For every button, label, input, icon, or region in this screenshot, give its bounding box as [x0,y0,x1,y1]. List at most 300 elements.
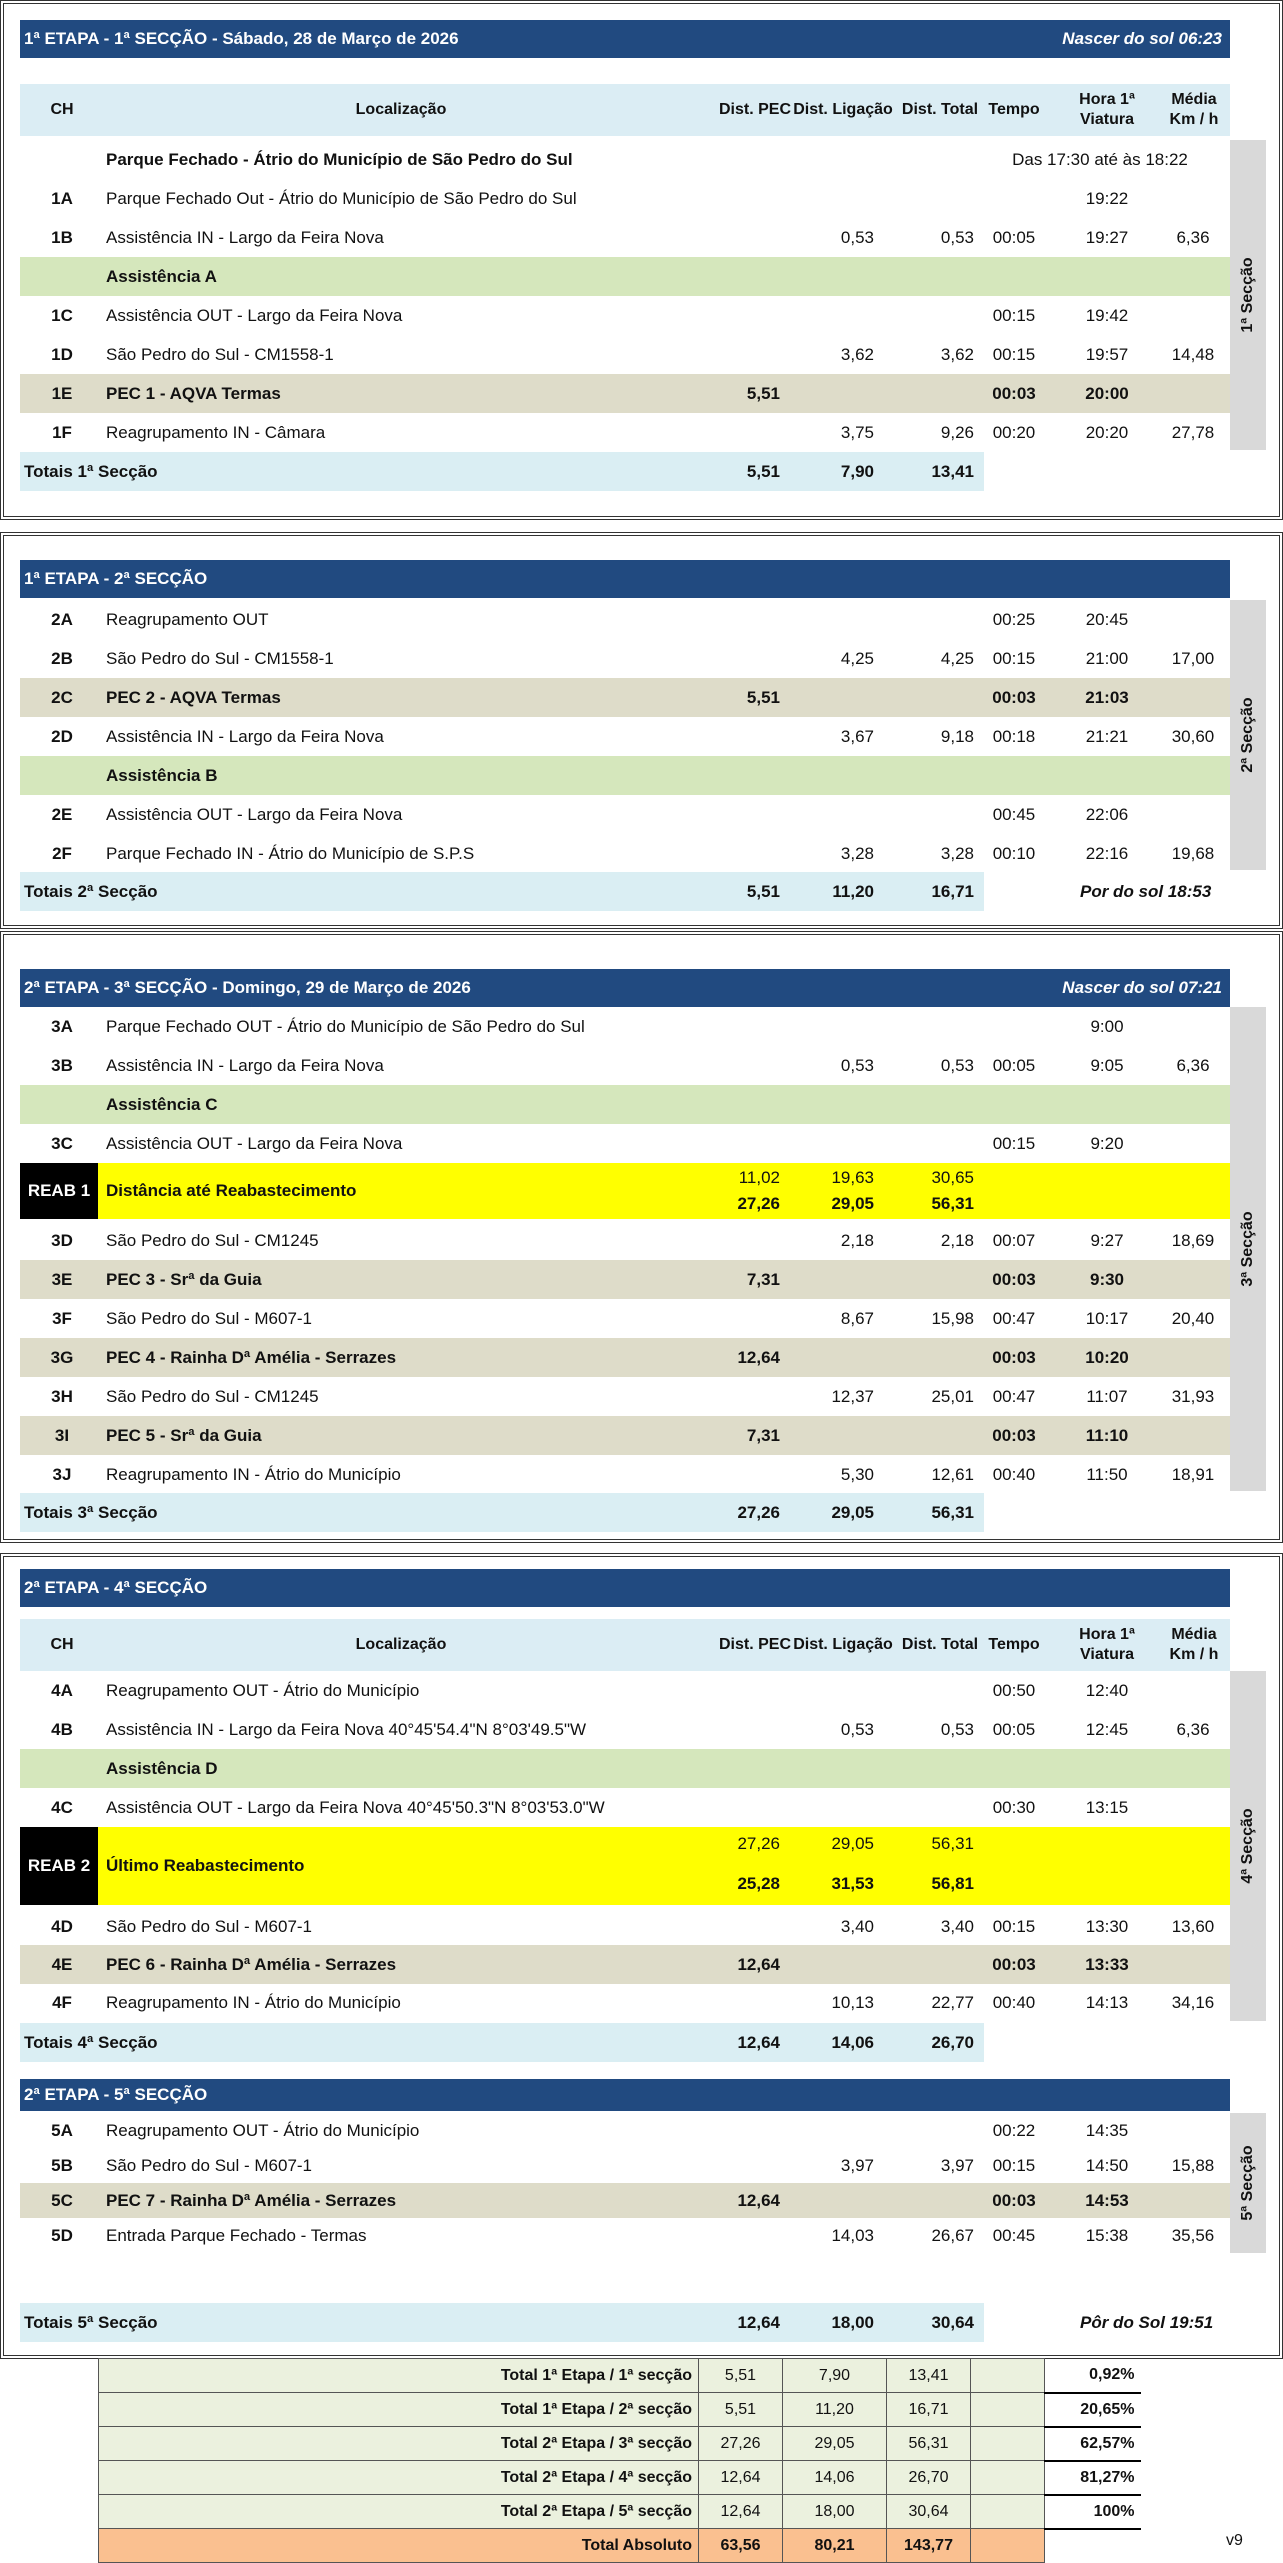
dist-ligacao: 3,75 [840,423,874,442]
dist-ligacao: 3,97 [840,2156,874,2175]
avg-speed: 19,68 [1171,844,1215,863]
time: 00:03 [992,1348,1036,1367]
dist-pec: 5,51 [746,384,780,403]
checkpoint-code: 4D [51,1917,73,1936]
time: 00:05 [992,1720,1036,1739]
location: Reagrupamento IN - Átrio do Município [106,1465,401,1484]
first-car-time: 10:17 [1085,1309,1129,1328]
location: PEC 7 - Rainha Dª Amélia - Serrazes [106,2191,397,2210]
first-car-time: 13:33 [1085,1955,1129,1974]
first-car-time: 9:00 [1090,1017,1124,1036]
table-row [20,717,1230,756]
first-car-time: 11:10 [1085,1426,1129,1445]
time: 00:03 [992,2191,1036,2210]
location: Assistência OUT - Largo da Feira Nova [106,805,403,824]
dist-total: 12,61 [931,1465,974,1484]
location: Parque Fechado Out - Átrio do Município de São Pedro do Sul [106,189,577,208]
table-row [20,2148,1230,2183]
table-row [20,1007,1230,1046]
avg-speed: 34,16 [1171,1993,1215,2012]
section-header [20,1569,1230,1607]
time: 00:50 [992,1681,1036,1700]
total-distance: 30,64 [931,2313,974,2332]
table-row [20,1788,1230,1827]
dist-ligacao: 2,18 [840,1231,874,1250]
col-media: Média Km / h [1169,1626,1219,1663]
table-row [20,1046,1230,1085]
table-row [20,1671,1230,1710]
col-dist-ligacao: Dist. Ligação [793,1636,893,1653]
section-sidebar [1230,2113,1266,2253]
section-header [20,969,1230,1007]
location: PEC 1 - AQVA Termas [106,384,281,403]
time: 00:05 [992,1056,1036,1075]
table-row [20,1260,1230,1299]
first-car-time: 12:40 [1085,1681,1129,1700]
location: Reagrupamento IN - Átrio do Município [106,1993,401,2012]
col-dist-pec: Dist. PEC [718,1636,791,1653]
dist-total: 0,53 [940,1720,974,1739]
dist-pec: 12,64 [737,1955,780,1974]
table-row [20,1221,1230,1260]
refuel-pec-2: 25,28 [737,1874,780,1893]
section-title: 1ª ETAPA - 1ª SECÇÃO - Sábado, 28 de Março de 2026 [24,29,459,48]
column-header-row [20,1619,1230,1671]
time: 00:15 [992,345,1036,364]
first-car-time: 9:27 [1090,1231,1124,1250]
total-label: Totais 5ª Secção [24,2313,158,2332]
column-header-row [20,84,1230,136]
refuel-description: Distância até Reabastecimento [106,1181,357,1200]
time: 00:40 [992,1993,1036,2012]
location: São Pedro do Sul - CM1558-1 [106,649,334,668]
refuel-badge: REAB 1 [20,1163,98,1219]
summary-pec: 5,51 [699,2359,783,2393]
location: São Pedro do Sul - M607-1 [106,1309,313,1328]
dist-pec: 7,31 [746,1270,780,1289]
location: Reagrupamento OUT [106,610,269,629]
location: Parque Fechado OUT - Átrio do Município de São Pedro do Sul [106,1017,585,1036]
summary-row [99,2529,1141,2563]
avg-speed: 6,36 [1176,228,1210,247]
location: Assistência IN - Largo da Feira Nova [106,1056,384,1075]
checkpoint-code: 2C [51,688,73,707]
total-ligacao: 18,00 [831,2313,874,2332]
table-row [20,257,1230,296]
col-media: Média Km / h [1169,91,1219,128]
avg-speed: 6,36 [1176,1056,1210,1075]
table-row [20,600,1230,639]
refuel-lig-1: 19,63 [831,1168,874,1187]
table-row [20,179,1230,218]
location: Reagrupamento OUT - Átrio do Município [106,2121,420,2140]
table-row [20,678,1230,717]
summary-tot: 56,31 [887,2427,971,2461]
table-row [20,639,1230,678]
dist-total: 15,98 [931,1309,974,1328]
checkpoint-code: 3H [51,1387,73,1406]
avg-speed: 18,91 [1171,1465,1215,1484]
dist-total: 3,62 [940,345,974,364]
checkpoint-code: 4F [52,1993,72,2012]
checkpoint-code: 5B [51,2156,73,2175]
dist-ligacao: 10,13 [831,1993,874,2012]
dist-ligacao: 8,67 [840,1309,874,1328]
total-ligacao: 7,90 [840,462,874,481]
sidebar-label: 4ª Secção [1239,1808,1256,1884]
summary-blank [971,2393,1045,2427]
summary-row [99,2461,1141,2495]
dist-total: 3,40 [940,1917,974,1936]
dist-total: 26,67 [931,2226,974,2245]
sunset-note: Por do sol 18:53 [1080,882,1212,901]
col-tempo: Tempo [988,1636,1040,1653]
first-car-time: 19:57 [1085,345,1129,364]
section-title: 2ª ETAPA - 3ª SECÇÃO - Domingo, 29 de Março de 2026 [24,978,471,997]
table-row [20,335,1230,374]
table-row [20,2113,1230,2148]
summary-row [99,2427,1141,2461]
sunrise-note: Nascer do sol 07:21 [1062,978,1222,997]
sunset-note: Pôr do Sol 19:51 [1080,2313,1214,2332]
checkpoint-code: 2D [51,727,73,746]
dist-ligacao: 0,53 [840,1056,874,1075]
total-distance: 13,41 [931,462,974,481]
summary-blank [971,2529,1045,2563]
summary-lig: 11,20 [783,2393,887,2427]
location: São Pedro do Sul - CM1245 [106,1387,319,1406]
location: PEC 5 - Srª da Guia [106,1426,262,1445]
summary-pct [1045,2529,1141,2563]
table-row [20,2218,1230,2253]
summary-lig: 18,00 [783,2495,887,2529]
checkpoint-code: 1A [51,189,73,208]
dist-ligacao: 0,53 [840,1720,874,1739]
col-localizacao: Localização [355,101,447,118]
summary-row [99,2359,1141,2393]
location: Assistência IN - Largo da Feira Nova [106,727,384,746]
table-row [20,1299,1230,1338]
location: PEC 6 - Rainha Dª Amélia - Serrazes [106,1955,397,1974]
section-header [20,2079,1230,2111]
checkpoint-code: 2E [51,805,73,824]
refuel-pec-1: 27,26 [737,1834,780,1853]
section-total-row [20,2303,984,2342]
location: Assistência B [106,766,218,785]
time: 00:45 [992,805,1036,824]
first-car-time: 12:45 [1085,1720,1129,1739]
section-sidebar [1230,140,1266,450]
first-car-time: 21:00 [1085,649,1129,668]
refuel-description: Último Reabastecimento [106,1856,305,1875]
col-dist-ligacao: Dist. Ligação [793,101,893,118]
dist-total: 22,77 [931,1993,974,2012]
dist-ligacao: 0,53 [840,228,874,247]
summary-label: Total 1ª Etapa / 2ª secção [99,2393,699,2427]
total-pec: 12,64 [737,2313,780,2332]
sidebar-label: 1ª Secção [1239,257,1256,333]
table-row [20,1124,1230,1163]
location: Reagrupamento IN - Câmara [106,423,326,442]
avg-speed: 31,93 [1171,1387,1215,1406]
checkpoint-code: 1C [51,306,73,325]
avg-speed: 27,78 [1171,423,1215,442]
time: 00:07 [992,1231,1036,1250]
dist-ligacao: 12,37 [831,1387,874,1406]
total-ligacao: 14,06 [831,2033,874,2052]
location: Assistência IN - Largo da Feira Nova 40°45'54.4"N 8°03'49.5"W [106,1720,587,1739]
first-car-time: 14:13 [1085,1993,1129,2012]
time: 00:05 [992,228,1036,247]
section-total-row [20,1493,984,1532]
table-row [20,1338,1230,1377]
section-sidebar [1230,1007,1266,1491]
refuel-lig-1: 29,05 [831,1834,874,1853]
table-row [20,795,1230,834]
total-pec: 27,26 [737,1503,780,1522]
sunrise-note: Nascer do sol 06:23 [1062,29,1222,48]
summary-pct: 100% [1045,2495,1141,2529]
refuel-pec-2: 27,26 [737,1194,780,1213]
table-row [20,1983,1230,2022]
summary-blank [971,2359,1045,2393]
checkpoint-code: 3E [51,1270,73,1289]
first-car-time: 14:53 [1085,2191,1129,2210]
first-car-time: 21:21 [1085,727,1129,746]
checkpoint-code: 3I [54,1426,70,1445]
total-pec: 5,51 [746,882,780,901]
avg-speed: 18,69 [1171,1231,1215,1250]
time: 00:15 [992,1134,1036,1153]
dist-total: 4,25 [940,649,974,668]
time: 00:03 [992,1426,1036,1445]
checkpoint-code: 4C [51,1798,73,1817]
refuel-tot-1: 56,31 [931,1834,974,1853]
location: PEC 4 - Rainha Dª Amélia - Serrazes [106,1348,397,1367]
summary-pec: 63,56 [699,2529,783,2563]
checkpoint-code: 4B [51,1720,73,1739]
first-car-time: 9:30 [1089,1270,1125,1289]
total-ligacao: 11,20 [832,882,874,901]
first-car-time: 11:50 [1086,1465,1128,1484]
checkpoint-code: 3G [50,1348,74,1367]
time: 00:15 [992,1917,1036,1936]
summary-label: Total 2ª Etapa / 4ª secção [99,2461,699,2495]
col-ch: CH [50,101,74,118]
first-car-time: 22:06 [1085,805,1129,824]
checkpoint-code: 5D [51,2226,73,2245]
table-row [20,218,1230,257]
col-dist-pec: Dist. PEC [718,101,791,118]
avg-speed: 6,36 [1176,1720,1210,1739]
total-distance: 26,70 [931,2033,974,2052]
summary-tot: 143,77 [887,2529,971,2563]
dist-total: 2,18 [940,1231,974,1250]
section-title: 2ª ETAPA - 4ª SECÇÃO [24,1578,208,1597]
location: Assistência OUT - Largo da Feira Nova [106,1134,403,1153]
time: 00:40 [992,1465,1036,1484]
section-1-panel [0,0,1283,520]
checkpoint-code: 5A [51,2121,73,2140]
summary-table [98,2358,1141,2563]
first-car-time: 10:20 [1085,1348,1129,1367]
col-hora: Hora 1ª Viatura [1079,1626,1135,1663]
first-car-time: 21:03 [1085,688,1129,707]
table-row [20,140,1230,179]
dist-total: 25,01 [931,1387,974,1406]
avg-speed: 30,60 [1171,727,1215,746]
summary-lig: 80,21 [783,2529,887,2563]
section-header [20,560,1230,598]
dist-total: 3,97 [940,2156,974,2175]
col-ch: CH [50,1636,74,1653]
summary-pec: 5,51 [699,2393,783,2427]
refuel-tot-1: 30,65 [931,1168,974,1187]
total-pec: 5,51 [746,462,780,481]
checkpoint-code: 3J [52,1465,72,1484]
summary-tot: 16,71 [887,2393,971,2427]
location: PEC 2 - AQVA Termas [106,688,281,707]
summary-pec: 12,64 [699,2495,783,2529]
avg-speed: 13,60 [1171,1917,1215,1936]
refuel-tot-2: 56,81 [931,1874,974,1893]
summary-tot: 26,70 [887,2461,971,2495]
summary-label: Total 1ª Etapa / 1ª secção [99,2359,699,2393]
col-tempo: Tempo [988,101,1040,118]
first-car-time: 11:07 [1086,1387,1128,1406]
dist-ligacao: 3,62 [840,345,874,364]
first-car-time: 13:30 [1085,1917,1129,1936]
summary-blank [971,2495,1045,2529]
summary-lig: 29,05 [783,2427,887,2461]
dist-ligacao: 5,30 [840,1465,874,1484]
checkpoint-code: 1E [51,384,73,403]
checkpoint-code: 1D [51,345,73,364]
total-label: Totais 4ª Secção [24,2033,158,2052]
time: 00:03 [992,384,1036,403]
avg-speed: 15,88 [1171,2156,1215,2175]
checkpoint-code: 1F [52,423,72,442]
checkpoint-code: 3A [51,1017,73,1036]
time: 00:15 [992,649,1036,668]
first-car-time: 22:16 [1085,844,1129,863]
first-car-time: 20:45 [1085,610,1129,629]
location: Assistência C [106,1095,218,1114]
first-car-time: 20:20 [1085,423,1129,442]
location: Assistência A [106,267,217,286]
total-label: Totais 2ª Secção [24,882,158,901]
location: São Pedro do Sul - CM1558-1 [106,345,334,364]
first-car-time: 13:15 [1085,1798,1129,1817]
dist-total: 3,28 [940,844,974,863]
total-distance: 56,31 [931,1503,974,1522]
location: São Pedro do Sul - M607-1 [106,2156,313,2175]
location: Entrada Parque Fechado - Termas [106,2226,367,2245]
time: 00:20 [992,423,1036,442]
total-label: Totais 3ª Secção [24,1503,158,1522]
checkpoint-code: 2A [51,610,73,629]
checkpoint-code: 4A [51,1681,73,1700]
summary-label: Total Absoluto [99,2529,699,2563]
checkpoint-code: 4E [51,1955,73,1974]
summary-tot: 30,64 [887,2495,971,2529]
avg-speed: 20,40 [1171,1309,1215,1328]
time: 00:45 [992,2226,1036,2245]
summary-row [99,2495,1141,2529]
time: 00:47 [992,1387,1036,1406]
section-sidebar [1230,600,1266,870]
table-row [20,1710,1230,1749]
checkpoint-code: 1B [51,228,73,247]
section-3-panel [0,931,1283,1543]
table-row [20,2183,1230,2218]
summary-blank [971,2461,1045,2495]
table-row [20,1085,1230,1124]
table-row [20,1907,1230,1946]
dist-total: 0,53 [940,228,974,247]
time: 00:30 [992,1798,1036,1817]
col-hora: Hora 1ª Viatura [1079,91,1135,128]
first-car-time: 20:00 [1085,384,1129,403]
location: Assistência OUT - Largo da Feira Nova 40°45'50.3"N 8°03'53.0"W [106,1798,605,1817]
location: São Pedro do Sul - CM1245 [106,1231,319,1250]
first-car-time: 14:50 [1085,2156,1129,2175]
total-pec: 12,64 [737,2033,780,2052]
time: 00:03 [992,1955,1036,1974]
avg-speed: 14,48 [1171,345,1215,364]
dist-ligacao: 14,03 [831,2226,874,2245]
avg-speed: 17,00 [1171,649,1215,668]
col-dist-total: Dist. Total [901,1636,979,1653]
location: Parque Fechado IN - Átrio do Município de S.P.S [106,844,475,863]
first-car-time: 9:20 [1090,1134,1124,1153]
time: 00:15 [992,306,1036,325]
first-car-time: Das 17:30 até às 18:22 [1012,150,1188,169]
sidebar-label: 3ª Secção [1239,1211,1256,1287]
section-header [20,20,1230,58]
sidebar-label: 2ª Secção [1239,697,1256,773]
summary-pec: 12,64 [699,2461,783,2495]
checkpoint-code: 3C [51,1134,73,1153]
version-label: v9 [1226,2532,1243,2549]
table-row [20,1945,1230,1984]
summary-pec: 27,26 [699,2427,783,2461]
time: 00:10 [992,844,1036,863]
total-ligacao: 29,05 [831,1503,874,1522]
first-car-time: 9:05 [1090,1056,1124,1075]
first-car-time: 14:35 [1085,2121,1129,2140]
first-car-time: 19:42 [1085,306,1129,325]
section-total-row [20,872,984,911]
summary-pct: 62,57% [1045,2427,1141,2461]
refuel-badge: REAB 2 [20,1827,98,1905]
checkpoint-code: 2B [51,649,73,668]
summary-pct: 0,92% [1045,2359,1141,2393]
section-title: 1ª ETAPA - 2ª SECÇÃO [24,569,208,588]
dist-pec: 12,64 [737,1348,780,1367]
location: Reagrupamento OUT - Átrio do Município [106,1681,420,1700]
summary-label: Total 2ª Etapa / 3ª secção [99,2427,699,2461]
dist-ligacao: 3,40 [840,1917,874,1936]
dist-total: 9,18 [940,727,974,746]
location: São Pedro do Sul - M607-1 [106,1917,313,1936]
refuel-lig-2: 29,05 [831,1194,874,1213]
dist-pec: 7,31 [746,1426,780,1445]
time: 00:03 [992,688,1036,707]
summary-blank [971,2427,1045,2461]
first-car-time: 19:27 [1085,228,1129,247]
checkpoint-code: 3D [51,1231,73,1250]
